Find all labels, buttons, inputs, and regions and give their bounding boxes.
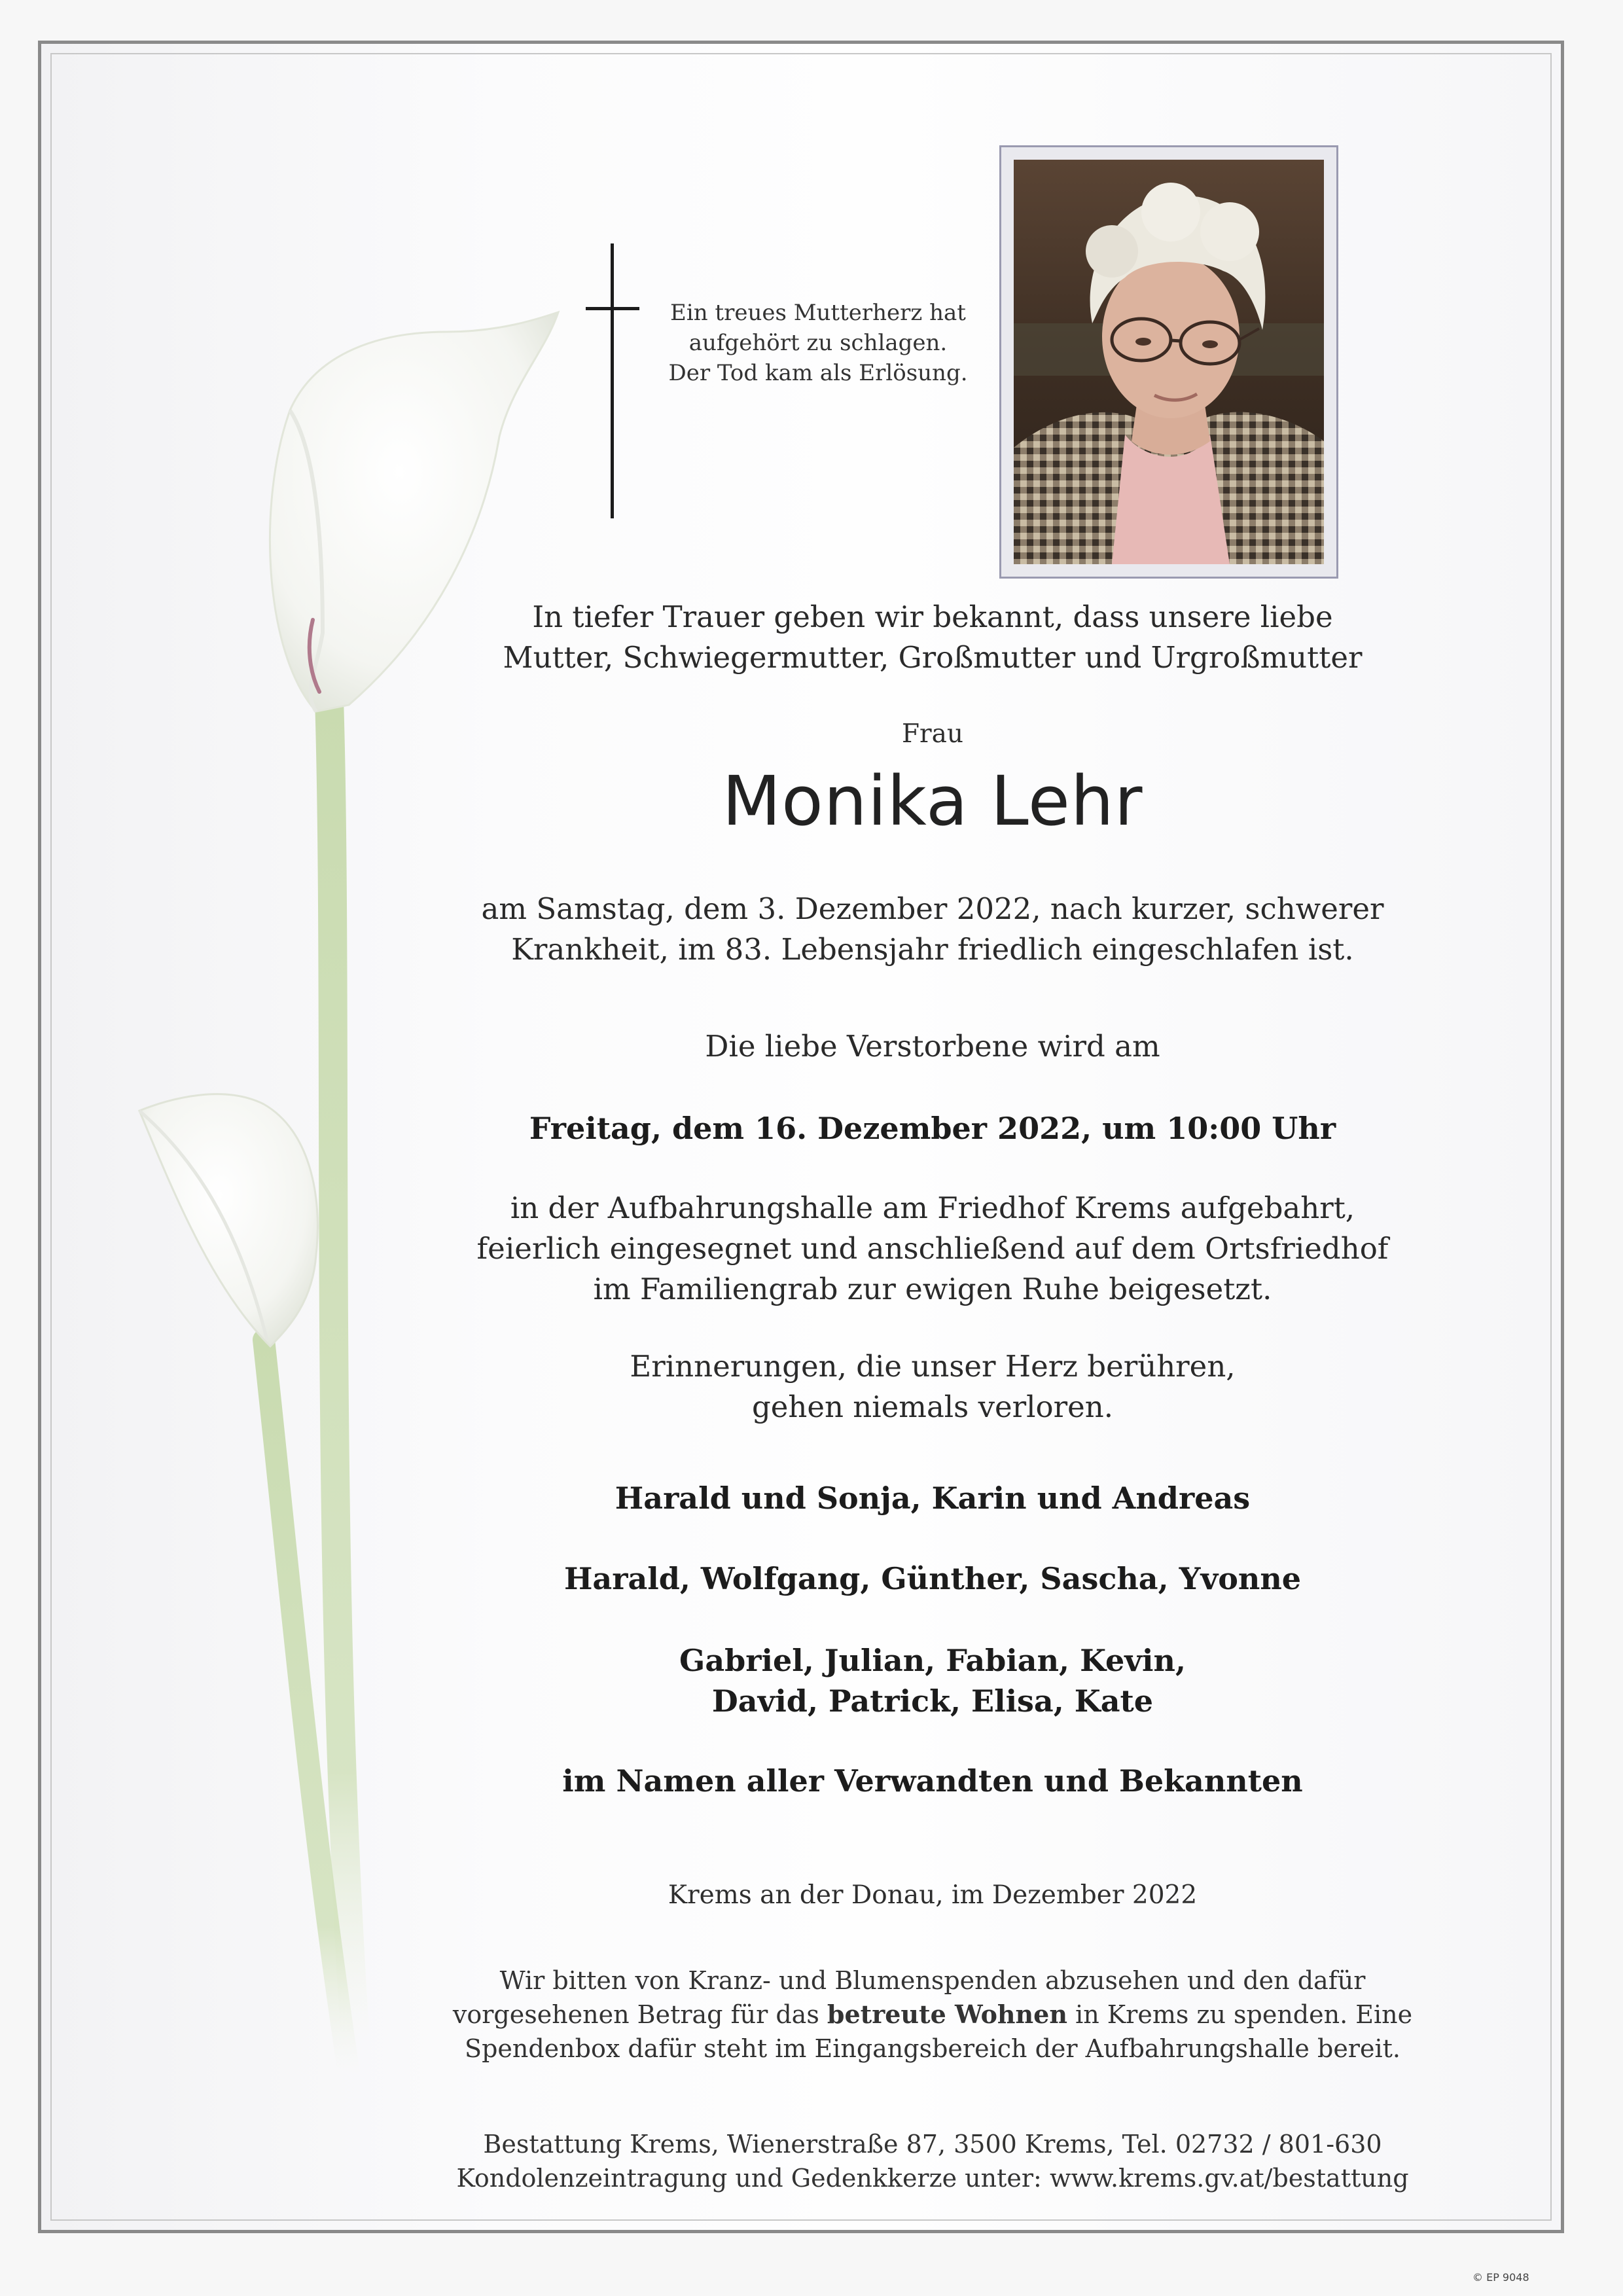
place-date: Krems an der Donau, im Dezember 2022	[668, 1880, 1198, 1910]
copyright-mark: © EP 9048	[1472, 2271, 1529, 2284]
salutation: Frau	[901, 719, 964, 749]
intro-text: In tiefer Trauer geben wir bekannt, dass unsere liebe Mutter, Schwiegermutter, Großmutter und Urgroßmutter	[503, 600, 1363, 675]
ceremony-intro: Die liebe Verstorbene wird am	[705, 1029, 1160, 1064]
cross-vertical-bar	[611, 243, 614, 518]
deceased-name: Monika Lehr	[722, 761, 1143, 841]
mourners-others: im Namen aller Verwandten und Bekannten	[562, 1763, 1303, 1799]
cross-horizontal-bar	[586, 307, 639, 310]
memorial-quote: Erinnerungen, die unser Herz berühren, gehen niemals verloren.	[630, 1349, 1236, 1424]
ceremony-date: Freitag, dem 16. Dezember 2022, um 10:00 Uhr	[529, 1111, 1336, 1146]
ceremony-details: in der Aufbahrungshalle am Friedhof Krems aufgebahrt, feierlich eingesegnet und anschließend auf dem Ortsfriedhof im Familiengrab zur ewigen Ruhe beigesetzt.	[476, 1191, 1389, 1306]
mourners-children: Harald und Sonja, Karin und Andreas	[615, 1480, 1251, 1516]
portrait-photo	[1014, 160, 1324, 564]
cross-icon	[586, 243, 639, 518]
donation-recipient: betreute Wohnen	[827, 2000, 1067, 2029]
portrait-frame	[999, 145, 1338, 579]
donation-notice: Wir bitten von Kranz- und Blumenspenden abzusehen und den dafür vorgesehenen Betrag für das betreute Wohnen in Krems zu spenden. Eine Spendenbox dafür steht im Eingangsbereich der Aufbahrungshalle bereit.	[452, 1966, 1413, 2063]
motto: Ein treues Mutterherz hat aufgehört zu schlagen. Der Tod kam als Erlösung.	[668, 300, 968, 386]
death-notice: am Samstag, dem 3. Dezember 2022, nach kurzer, schwerer Krankheit, im 83. Lebensjahr friedlich eingeschlafen ist.	[481, 891, 1384, 967]
funeral-home-footer: Bestattung Krems, Wienerstraße 87, 3500 Krems, Tel. 02732 / 801-630 Kondolenzeintragung und Gedenkkerze unter: www.krems.gv.at/bestattung	[456, 2130, 1409, 2193]
mourners-grandchildren: Harald, Wolfgang, Günther, Sascha, Yvonne	[563, 1561, 1302, 1596]
mourners-great-grandchildren: Gabriel, Julian, Fabian, Kevin, David, Patrick, Elisa, Kate	[679, 1643, 1186, 1719]
